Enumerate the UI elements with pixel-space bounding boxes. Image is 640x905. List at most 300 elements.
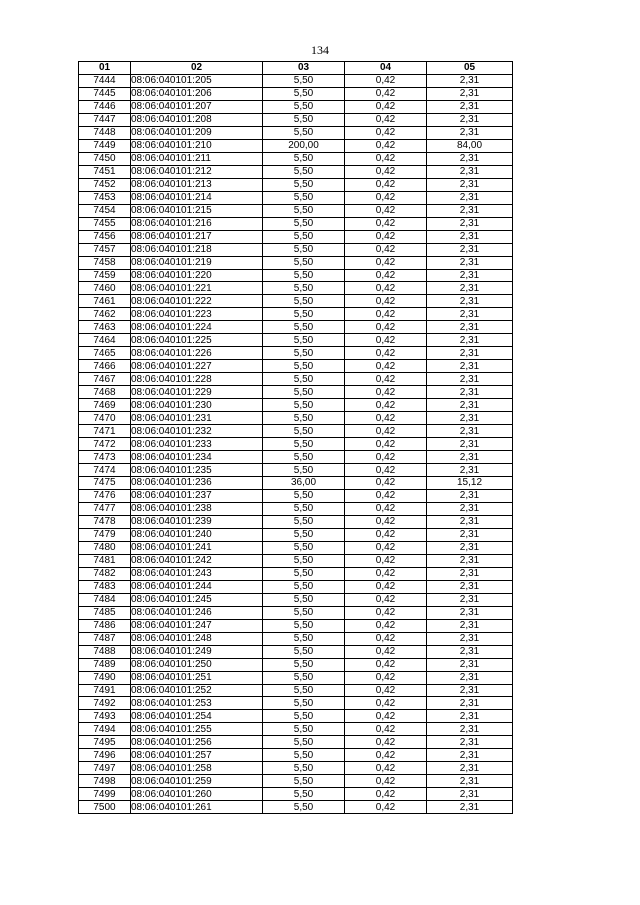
cadastral-number-cell: 08:06:040101:242 <box>131 554 263 567</box>
table-row <box>79 347 513 360</box>
value-03-cell: 5,50 <box>263 762 345 775</box>
cadastral-number-cell: 08:06:040101:225 <box>131 334 263 347</box>
value-03-cell: 5,50 <box>263 295 345 308</box>
row-number-cell: 7470 <box>79 412 131 425</box>
row-number-cell: 7476 <box>79 489 131 502</box>
value-04-cell: 0,42 <box>345 684 427 697</box>
value-04-cell: 0,42 <box>345 451 427 464</box>
table-row <box>79 697 513 710</box>
value-05-cell: 2,31 <box>427 425 513 438</box>
value-04-cell: 0,42 <box>345 87 427 100</box>
value-04-cell: 0,42 <box>345 74 427 87</box>
value-04-cell: 0,42 <box>345 554 427 567</box>
cadastral-number-cell: 08:06:040101:243 <box>131 567 263 580</box>
row-number-cell: 7468 <box>79 386 131 399</box>
value-04-cell: 0,42 <box>345 373 427 386</box>
cadastral-number-cell: 08:06:040101:228 <box>131 373 263 386</box>
value-03-cell: 5,50 <box>263 671 345 684</box>
row-number-cell: 7489 <box>79 658 131 671</box>
table-row <box>79 502 513 515</box>
table-row <box>79 386 513 399</box>
value-04-cell: 0,42 <box>345 360 427 373</box>
row-number-cell: 7460 <box>79 282 131 295</box>
row-number-cell: 7486 <box>79 619 131 632</box>
value-04-cell: 0,42 <box>345 632 427 645</box>
value-05-cell: 2,31 <box>427 788 513 801</box>
value-04-cell: 0,42 <box>345 217 427 230</box>
table-header <box>79 62 513 75</box>
value-03-cell: 5,50 <box>263 425 345 438</box>
value-03-cell: 5,50 <box>263 736 345 749</box>
cadastral-number-cell: 08:06:040101:215 <box>131 204 263 217</box>
table-row <box>79 399 513 412</box>
value-03-cell: 5,50 <box>263 788 345 801</box>
row-number-cell: 7491 <box>79 684 131 697</box>
value-04-cell: 0,42 <box>345 645 427 658</box>
row-number-cell: 7462 <box>79 308 131 321</box>
value-03-cell: 5,50 <box>263 100 345 113</box>
cadastral-number-cell: 08:06:040101:246 <box>131 606 263 619</box>
value-03-cell: 5,50 <box>263 723 345 736</box>
table-row <box>79 256 513 269</box>
value-05-cell: 2,31 <box>427 113 513 126</box>
value-03-cell: 5,50 <box>263 152 345 165</box>
value-04-cell: 0,42 <box>345 139 427 152</box>
value-04-cell: 0,42 <box>345 671 427 684</box>
row-number-cell: 7480 <box>79 541 131 554</box>
value-04-cell: 0,42 <box>345 386 427 399</box>
table-row <box>79 736 513 749</box>
cadastral-number-cell: 08:06:040101:258 <box>131 762 263 775</box>
cadastral-number-cell: 08:06:040101:257 <box>131 749 263 762</box>
cadastral-number-cell: 08:06:040101:216 <box>131 217 263 230</box>
value-05-cell: 2,31 <box>427 801 513 814</box>
value-03-cell: 5,50 <box>263 321 345 334</box>
row-number-cell: 7473 <box>79 451 131 464</box>
value-05-cell: 84,00 <box>427 139 513 152</box>
cadastral-number-cell: 08:06:040101:253 <box>131 697 263 710</box>
cadastral-number-cell: 08:06:040101:227 <box>131 360 263 373</box>
cadastral-number-cell: 08:06:040101:230 <box>131 399 263 412</box>
row-number-cell: 7485 <box>79 606 131 619</box>
value-03-cell: 5,50 <box>263 126 345 139</box>
value-03-cell: 5,50 <box>263 567 345 580</box>
row-number-cell: 7479 <box>79 528 131 541</box>
cadastral-number-cell: 08:06:040101:240 <box>131 528 263 541</box>
value-04-cell: 0,42 <box>345 321 427 334</box>
value-03-cell: 5,50 <box>263 619 345 632</box>
value-05-cell: 2,31 <box>427 502 513 515</box>
table-row <box>79 619 513 632</box>
row-number-cell: 7469 <box>79 399 131 412</box>
value-04-cell: 0,42 <box>345 308 427 321</box>
value-05-cell: 2,31 <box>427 347 513 360</box>
cadastral-number-cell: 08:06:040101:254 <box>131 710 263 723</box>
cadastral-number-cell: 08:06:040101:218 <box>131 243 263 256</box>
table-row <box>79 762 513 775</box>
value-03-cell: 5,50 <box>263 658 345 671</box>
value-03-cell: 5,50 <box>263 801 345 814</box>
cadastral-number-cell: 08:06:040101:229 <box>131 386 263 399</box>
row-number-cell: 7487 <box>79 632 131 645</box>
row-number-cell: 7496 <box>79 749 131 762</box>
row-number-cell: 7461 <box>79 295 131 308</box>
row-number-cell: 7451 <box>79 165 131 178</box>
value-04-cell: 0,42 <box>345 412 427 425</box>
value-05-cell: 2,31 <box>427 684 513 697</box>
value-04-cell: 0,42 <box>345 477 427 490</box>
value-05-cell: 2,31 <box>427 658 513 671</box>
row-number-cell: 7446 <box>79 100 131 113</box>
cadastral-number-cell: 08:06:040101:239 <box>131 515 263 528</box>
cadastral-number-cell: 08:06:040101:244 <box>131 580 263 593</box>
value-05-cell: 2,31 <box>427 541 513 554</box>
table-row <box>79 723 513 736</box>
cadastral-number-cell: 08:06:040101:251 <box>131 671 263 684</box>
table-row <box>79 554 513 567</box>
value-05-cell: 2,31 <box>427 87 513 100</box>
row-number-cell: 7456 <box>79 230 131 243</box>
cadastral-number-cell: 08:06:040101:209 <box>131 126 263 139</box>
value-03-cell: 5,50 <box>263 347 345 360</box>
row-number-cell: 7445 <box>79 87 131 100</box>
value-04-cell: 0,42 <box>345 723 427 736</box>
row-number-cell: 7449 <box>79 139 131 152</box>
value-03-cell: 5,50 <box>263 554 345 567</box>
value-03-cell: 200,00 <box>263 139 345 152</box>
value-04-cell: 0,42 <box>345 775 427 788</box>
value-04-cell: 0,42 <box>345 204 427 217</box>
value-05-cell: 2,31 <box>427 489 513 502</box>
value-05-cell: 2,31 <box>427 165 513 178</box>
cadastral-number-cell: 08:06:040101:212 <box>131 165 263 178</box>
value-04-cell: 0,42 <box>345 347 427 360</box>
row-number-cell: 7478 <box>79 515 131 528</box>
value-04-cell: 0,42 <box>345 736 427 749</box>
table-row <box>79 658 513 671</box>
table-row <box>79 373 513 386</box>
table-row <box>79 541 513 554</box>
value-03-cell: 5,50 <box>263 697 345 710</box>
cadastral-number-cell: 08:06:040101:235 <box>131 464 263 477</box>
cadastral-number-cell: 08:06:040101:206 <box>131 87 263 100</box>
value-04-cell: 0,42 <box>345 658 427 671</box>
value-05-cell: 2,31 <box>427 438 513 451</box>
value-05-cell: 2,31 <box>427 178 513 191</box>
value-03-cell: 5,50 <box>263 645 345 658</box>
table-row <box>79 580 513 593</box>
row-number-cell: 7498 <box>79 775 131 788</box>
value-03-cell: 5,50 <box>263 489 345 502</box>
table-row <box>79 126 513 139</box>
value-05-cell: 2,31 <box>427 256 513 269</box>
cadastral-number-cell: 08:06:040101:221 <box>131 282 263 295</box>
row-number-cell: 7490 <box>79 671 131 684</box>
value-05-cell: 2,31 <box>427 632 513 645</box>
value-03-cell: 5,50 <box>263 113 345 126</box>
row-number-cell: 7459 <box>79 269 131 282</box>
row-number-cell: 7464 <box>79 334 131 347</box>
value-04-cell: 0,42 <box>345 243 427 256</box>
value-03-cell: 5,50 <box>263 178 345 191</box>
cadastral-number-cell: 08:06:040101:214 <box>131 191 263 204</box>
value-04-cell: 0,42 <box>345 593 427 606</box>
row-number-cell: 7481 <box>79 554 131 567</box>
table-row <box>79 477 513 490</box>
value-04-cell: 0,42 <box>345 619 427 632</box>
table-row <box>79 749 513 762</box>
table-row <box>79 230 513 243</box>
value-04-cell: 0,42 <box>345 710 427 723</box>
value-03-cell: 5,50 <box>263 464 345 477</box>
value-05-cell: 2,31 <box>427 217 513 230</box>
value-04-cell: 0,42 <box>345 230 427 243</box>
cadastral-number-cell: 08:06:040101:234 <box>131 451 263 464</box>
value-03-cell: 5,50 <box>263 269 345 282</box>
row-number-cell: 7499 <box>79 788 131 801</box>
cadastral-number-cell: 08:06:040101:217 <box>131 230 263 243</box>
row-number-cell: 7484 <box>79 593 131 606</box>
value-05-cell: 2,31 <box>427 464 513 477</box>
row-number-cell: 7471 <box>79 425 131 438</box>
row-number-cell: 7472 <box>79 438 131 451</box>
value-05-cell: 2,31 <box>427 710 513 723</box>
row-number-cell: 7454 <box>79 204 131 217</box>
table-row <box>79 321 513 334</box>
header-cell-01: 01 <box>79 62 131 75</box>
table-row <box>79 334 513 347</box>
header-row <box>79 62 513 75</box>
value-04-cell: 0,42 <box>345 502 427 515</box>
table-row <box>79 360 513 373</box>
value-03-cell: 5,50 <box>263 502 345 515</box>
table-row <box>79 801 513 814</box>
value-03-cell: 5,50 <box>263 541 345 554</box>
row-number-cell: 7465 <box>79 347 131 360</box>
value-05-cell: 2,31 <box>427 282 513 295</box>
value-04-cell: 0,42 <box>345 152 427 165</box>
table-body <box>79 74 513 813</box>
table-row <box>79 74 513 87</box>
table-row <box>79 425 513 438</box>
row-number-cell: 7474 <box>79 464 131 477</box>
value-03-cell: 5,50 <box>263 74 345 87</box>
cadastral-number-cell: 08:06:040101:260 <box>131 788 263 801</box>
cadastral-number-cell: 08:06:040101:236 <box>131 477 263 490</box>
row-number-cell: 7448 <box>79 126 131 139</box>
value-05-cell: 2,31 <box>427 723 513 736</box>
value-05-cell: 2,31 <box>427 373 513 386</box>
value-05-cell: 2,31 <box>427 308 513 321</box>
value-05-cell: 2,31 <box>427 126 513 139</box>
header-cell-02: 02 <box>131 62 263 75</box>
value-03-cell: 5,50 <box>263 282 345 295</box>
cadastral-number-cell: 08:06:040101:261 <box>131 801 263 814</box>
value-05-cell: 2,31 <box>427 269 513 282</box>
table-row <box>79 178 513 191</box>
value-05-cell: 2,31 <box>427 515 513 528</box>
value-03-cell: 5,50 <box>263 593 345 606</box>
value-04-cell: 0,42 <box>345 801 427 814</box>
value-05-cell: 2,31 <box>427 295 513 308</box>
value-04-cell: 0,42 <box>345 567 427 580</box>
cadastral-number-cell: 08:06:040101:259 <box>131 775 263 788</box>
table-row <box>79 295 513 308</box>
value-03-cell: 5,50 <box>263 399 345 412</box>
value-03-cell: 5,50 <box>263 606 345 619</box>
table-row <box>79 100 513 113</box>
row-number-cell: 7455 <box>79 217 131 230</box>
table-row <box>79 204 513 217</box>
value-05-cell: 2,31 <box>427 399 513 412</box>
table-row <box>79 606 513 619</box>
value-05-cell: 2,31 <box>427 321 513 334</box>
table-row <box>79 165 513 178</box>
value-05-cell: 2,31 <box>427 567 513 580</box>
value-05-cell: 15,12 <box>427 477 513 490</box>
data-table <box>78 61 513 814</box>
value-04-cell: 0,42 <box>345 489 427 502</box>
value-03-cell: 5,50 <box>263 204 345 217</box>
value-04-cell: 0,42 <box>345 425 427 438</box>
value-04-cell: 0,42 <box>345 269 427 282</box>
value-05-cell: 2,31 <box>427 619 513 632</box>
value-04-cell: 0,42 <box>345 541 427 554</box>
table-row <box>79 269 513 282</box>
value-05-cell: 2,31 <box>427 528 513 541</box>
row-number-cell: 7444 <box>79 74 131 87</box>
value-05-cell: 2,31 <box>427 451 513 464</box>
value-03-cell: 5,50 <box>263 684 345 697</box>
table-row <box>79 515 513 528</box>
value-04-cell: 0,42 <box>345 113 427 126</box>
value-04-cell: 0,42 <box>345 438 427 451</box>
value-05-cell: 2,31 <box>427 152 513 165</box>
table-row <box>79 412 513 425</box>
value-04-cell: 0,42 <box>345 464 427 477</box>
value-05-cell: 2,31 <box>427 749 513 762</box>
cadastral-number-cell: 08:06:040101:252 <box>131 684 263 697</box>
table-row <box>79 139 513 152</box>
table-row <box>79 671 513 684</box>
value-05-cell: 2,31 <box>427 645 513 658</box>
value-03-cell: 5,50 <box>263 438 345 451</box>
value-03-cell: 36,00 <box>263 477 345 490</box>
value-03-cell: 5,50 <box>263 528 345 541</box>
cadastral-number-cell: 08:06:040101:250 <box>131 658 263 671</box>
row-number-cell: 7497 <box>79 762 131 775</box>
value-03-cell: 5,50 <box>263 217 345 230</box>
value-03-cell: 5,50 <box>263 87 345 100</box>
value-03-cell: 5,50 <box>263 230 345 243</box>
table-row <box>79 528 513 541</box>
row-number-cell: 7452 <box>79 178 131 191</box>
value-03-cell: 5,50 <box>263 451 345 464</box>
value-04-cell: 0,42 <box>345 580 427 593</box>
header-cell-04: 04 <box>345 62 427 75</box>
value-05-cell: 2,31 <box>427 191 513 204</box>
cadastral-number-cell: 08:06:040101:255 <box>131 723 263 736</box>
row-number-cell: 7450 <box>79 152 131 165</box>
value-03-cell: 5,50 <box>263 308 345 321</box>
value-05-cell: 2,31 <box>427 412 513 425</box>
value-03-cell: 5,50 <box>263 580 345 593</box>
cadastral-number-cell: 08:06:040101:231 <box>131 412 263 425</box>
value-05-cell: 2,31 <box>427 334 513 347</box>
table-row <box>79 684 513 697</box>
cadastral-number-cell: 08:06:040101:238 <box>131 502 263 515</box>
value-03-cell: 5,50 <box>263 373 345 386</box>
value-04-cell: 0,42 <box>345 282 427 295</box>
value-05-cell: 2,31 <box>427 606 513 619</box>
table-row <box>79 243 513 256</box>
cadastral-number-cell: 08:06:040101:207 <box>131 100 263 113</box>
table-row <box>79 489 513 502</box>
value-05-cell: 2,31 <box>427 230 513 243</box>
table-row <box>79 87 513 100</box>
cadastral-number-cell: 08:06:040101:256 <box>131 736 263 749</box>
value-05-cell: 2,31 <box>427 74 513 87</box>
value-05-cell: 2,31 <box>427 204 513 217</box>
header-cell-05: 05 <box>427 62 513 75</box>
value-04-cell: 0,42 <box>345 126 427 139</box>
table-row <box>79 775 513 788</box>
table-row <box>79 217 513 230</box>
row-number-cell: 7494 <box>79 723 131 736</box>
row-number-cell: 7495 <box>79 736 131 749</box>
value-05-cell: 2,31 <box>427 100 513 113</box>
cadastral-number-cell: 08:06:040101:233 <box>131 438 263 451</box>
row-number-cell: 7463 <box>79 321 131 334</box>
value-04-cell: 0,42 <box>345 399 427 412</box>
value-05-cell: 2,31 <box>427 671 513 684</box>
value-05-cell: 2,31 <box>427 386 513 399</box>
table-row <box>79 788 513 801</box>
value-04-cell: 0,42 <box>345 528 427 541</box>
cadastral-number-cell: 08:06:040101:247 <box>131 619 263 632</box>
value-05-cell: 2,31 <box>427 243 513 256</box>
table-row <box>79 593 513 606</box>
value-04-cell: 0,42 <box>345 295 427 308</box>
value-04-cell: 0,42 <box>345 100 427 113</box>
cadastral-number-cell: 08:06:040101:223 <box>131 308 263 321</box>
value-03-cell: 5,50 <box>263 165 345 178</box>
value-04-cell: 0,42 <box>345 334 427 347</box>
value-03-cell: 5,50 <box>263 191 345 204</box>
row-number-cell: 7458 <box>79 256 131 269</box>
value-04-cell: 0,42 <box>345 788 427 801</box>
value-04-cell: 0,42 <box>345 191 427 204</box>
row-number-cell: 7483 <box>79 580 131 593</box>
row-number-cell: 7457 <box>79 243 131 256</box>
value-04-cell: 0,42 <box>345 749 427 762</box>
table-row <box>79 464 513 477</box>
cadastral-number-cell: 08:06:040101:211 <box>131 152 263 165</box>
value-03-cell: 5,50 <box>263 515 345 528</box>
table-row <box>79 308 513 321</box>
cadastral-number-cell: 08:06:040101:249 <box>131 645 263 658</box>
cadastral-number-cell: 08:06:040101:237 <box>131 489 263 502</box>
table-row <box>79 152 513 165</box>
cadastral-number-cell: 08:06:040101:208 <box>131 113 263 126</box>
row-number-cell: 7453 <box>79 191 131 204</box>
row-number-cell: 7477 <box>79 502 131 515</box>
value-03-cell: 5,50 <box>263 632 345 645</box>
row-number-cell: 7500 <box>79 801 131 814</box>
value-04-cell: 0,42 <box>345 165 427 178</box>
value-04-cell: 0,42 <box>345 762 427 775</box>
row-number-cell: 7493 <box>79 710 131 723</box>
